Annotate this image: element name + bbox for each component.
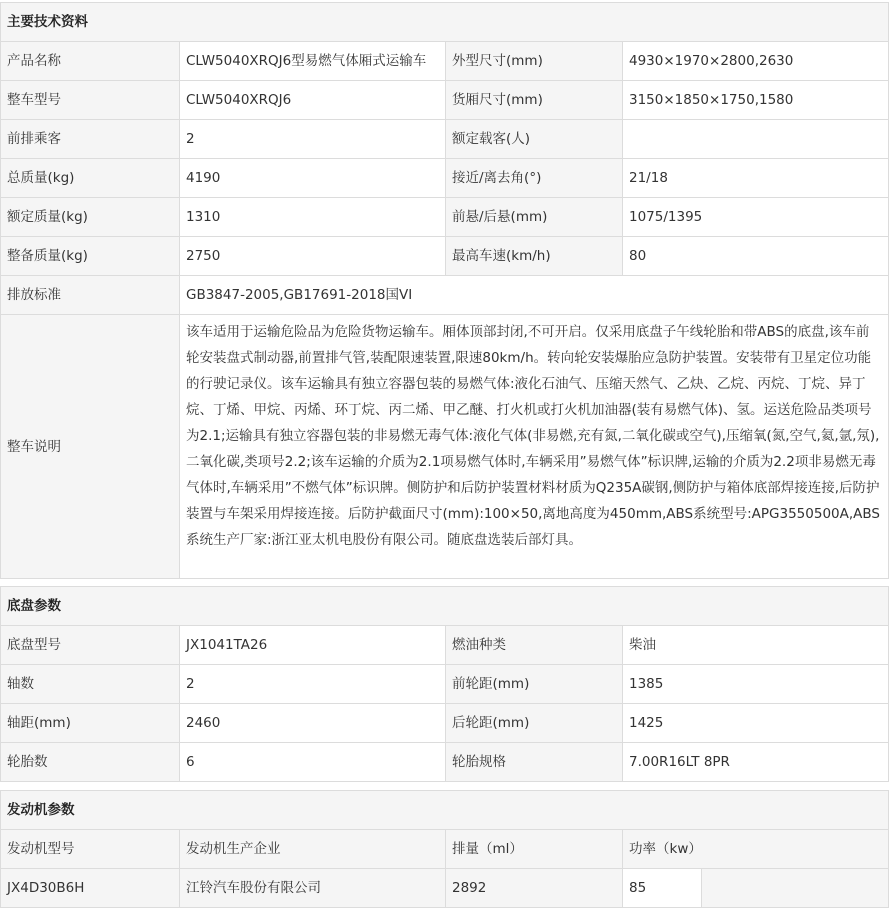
front-track-value: 1385: [623, 665, 889, 704]
displacement-header: 排量（ml）: [446, 830, 623, 869]
table-row: [1, 315, 889, 579]
tire-count-label: 轮胎数: [1, 743, 180, 782]
table-row: [1, 81, 889, 120]
fuel-type-value: 柴油: [623, 626, 889, 665]
overhang-label: 前悬/后悬(mm): [446, 198, 623, 237]
engine-model-value: JX4D30B6H: [1, 869, 180, 908]
curb-mass-label: 整备质量(kg): [1, 237, 180, 276]
chassis-model-label: 底盘型号: [1, 626, 180, 665]
rated-passengers-label: 额定载客(人): [446, 120, 623, 159]
max-speed-value: 80: [623, 237, 889, 276]
engine-section-title: 发动机参数: [1, 791, 889, 830]
axle-count-label: 轴数: [1, 665, 180, 704]
engine-spec-table: [0, 790, 889, 908]
vehicle-description-label: 整车说明: [1, 315, 180, 579]
table-row: [1, 743, 889, 782]
overhang-value: 1075/1395: [623, 198, 889, 237]
max-speed-label: 最高车速(km/h): [446, 237, 623, 276]
chassis-section-title: 底盘参数: [1, 587, 889, 626]
product-name-value: CLW5040XRQJ6型易燃气体厢式运输车: [180, 42, 446, 81]
emission-standard-value: GB3847-2005,GB17691-2018国VI: [180, 276, 889, 315]
front-passengers-value: 2: [180, 120, 446, 159]
chassis-model-value: JX1041TA26: [180, 626, 446, 665]
outer-dimensions-label: 外型尺寸(mm): [446, 42, 623, 81]
table-row: [1, 120, 889, 159]
product-name-label: 产品名称: [1, 42, 180, 81]
fuel-type-label: 燃油种类: [446, 626, 623, 665]
main-spec-table: [0, 2, 889, 579]
table-row: [1, 830, 889, 869]
total-mass-label: 总质量(kg): [1, 159, 180, 198]
power-value: 85: [629, 880, 647, 896]
table-row: [1, 626, 889, 665]
rated-passengers-value: [623, 120, 889, 159]
engine-model-header: 发动机型号: [1, 830, 180, 869]
vehicle-model-value: CLW5040XRQJ6: [180, 81, 446, 120]
tire-count-value: 6: [180, 743, 446, 782]
vehicle-description-value: 该车适用于运输危险品为危险货物运输车。厢体顶部封闭,不可开启。仅采用底盘子午线轮胎和带ABS的底盘,该车前轮安装盘式制动器,前置排气管,装配限速装置,限速80km/h。转向轮安装爆胎应急防护装置。安装带有卫星定位功能的行驶记录仪。该车运输具有独立容器包装的易燃气体:液化石油气、压缩天然气、乙炔、乙烷、丙烷、丁烷、异丁烷、丁烯、甲烷、丙烯、环丁烷、丙二烯、甲乙醚、打火机或打火机加油器(装有易燃气体)、氢。运送危险品类项号为2.1;运输具有独立容器包装的非易燃无毒气体:液化气体(非易燃,充有氮,二氧化碳或空气),压缩氧(氮,空气,氦,氩,氖),二氧化碳,类项号2.2;该车运输的介质为2.1项易燃气体时,车辆采用”易燃气体”标识牌,运输的介质为2.2项非易燃无毒气体时,车辆采用”不燃气体”标识牌。侧防护和后防护装置材料材质为Q235A碳钢,侧防护与箱体底部焊接连接,后防护装置与车架采用焊接连接。后防护截面尺寸(mm):100×50,离地高度为450mm,ABS系统型号:APG3550500A,ABS系统生产厂家:浙江亚太机电股份有限公司。随底盘选装后部灯具。: [180, 315, 889, 579]
table-row: [1, 665, 889, 704]
emission-standard-label: 排放标准: [1, 276, 180, 315]
tire-spec-value: 7.00R16LT 8PR: [623, 743, 889, 782]
vehicle-model-label: 整车型号: [1, 81, 180, 120]
cargo-dimensions-value: 3150×1850×1750,1580: [623, 81, 889, 120]
front-passengers-label: 前排乘客: [1, 120, 180, 159]
axle-count-value: 2: [180, 665, 446, 704]
power-header: 功率（kw）: [623, 830, 889, 869]
rear-track-label: 后轮距(mm): [446, 704, 623, 743]
rated-mass-value: 1310: [180, 198, 446, 237]
rated-mass-label: 额定质量(kg): [1, 198, 180, 237]
table-row: [1, 42, 889, 81]
table-row: [1, 869, 889, 908]
table-row: [1, 198, 889, 237]
cargo-dimensions-label: 货厢尺寸(mm): [446, 81, 623, 120]
chassis-spec-table: [0, 586, 889, 782]
table-row: [1, 704, 889, 743]
table-row: [1, 276, 889, 315]
rear-track-value: 1425: [623, 704, 889, 743]
total-mass-value: 4190: [180, 159, 446, 198]
approach-departure-angle-value: 21/18: [623, 159, 889, 198]
displacement-value: 2892: [446, 869, 623, 908]
engine-manufacturer-value: 江铃汽车股份有限公司: [180, 869, 446, 908]
table-row: [1, 159, 889, 198]
outer-dimensions-value: 4930×1970×2800,2630: [623, 42, 889, 81]
wheelbase-value: 2460: [180, 704, 446, 743]
main-section-title: 主要技术资料: [1, 3, 889, 42]
curb-mass-value: 2750: [180, 237, 446, 276]
approach-departure-angle-label: 接近/离去角(°): [446, 159, 623, 198]
power-cell: [623, 869, 889, 908]
engine-manufacturer-header: 发动机生产企业: [180, 830, 446, 869]
wheelbase-label: 轴距(mm): [1, 704, 180, 743]
front-track-label: 前轮距(mm): [446, 665, 623, 704]
tire-spec-label: 轮胎规格: [446, 743, 623, 782]
table-row: [1, 237, 889, 276]
